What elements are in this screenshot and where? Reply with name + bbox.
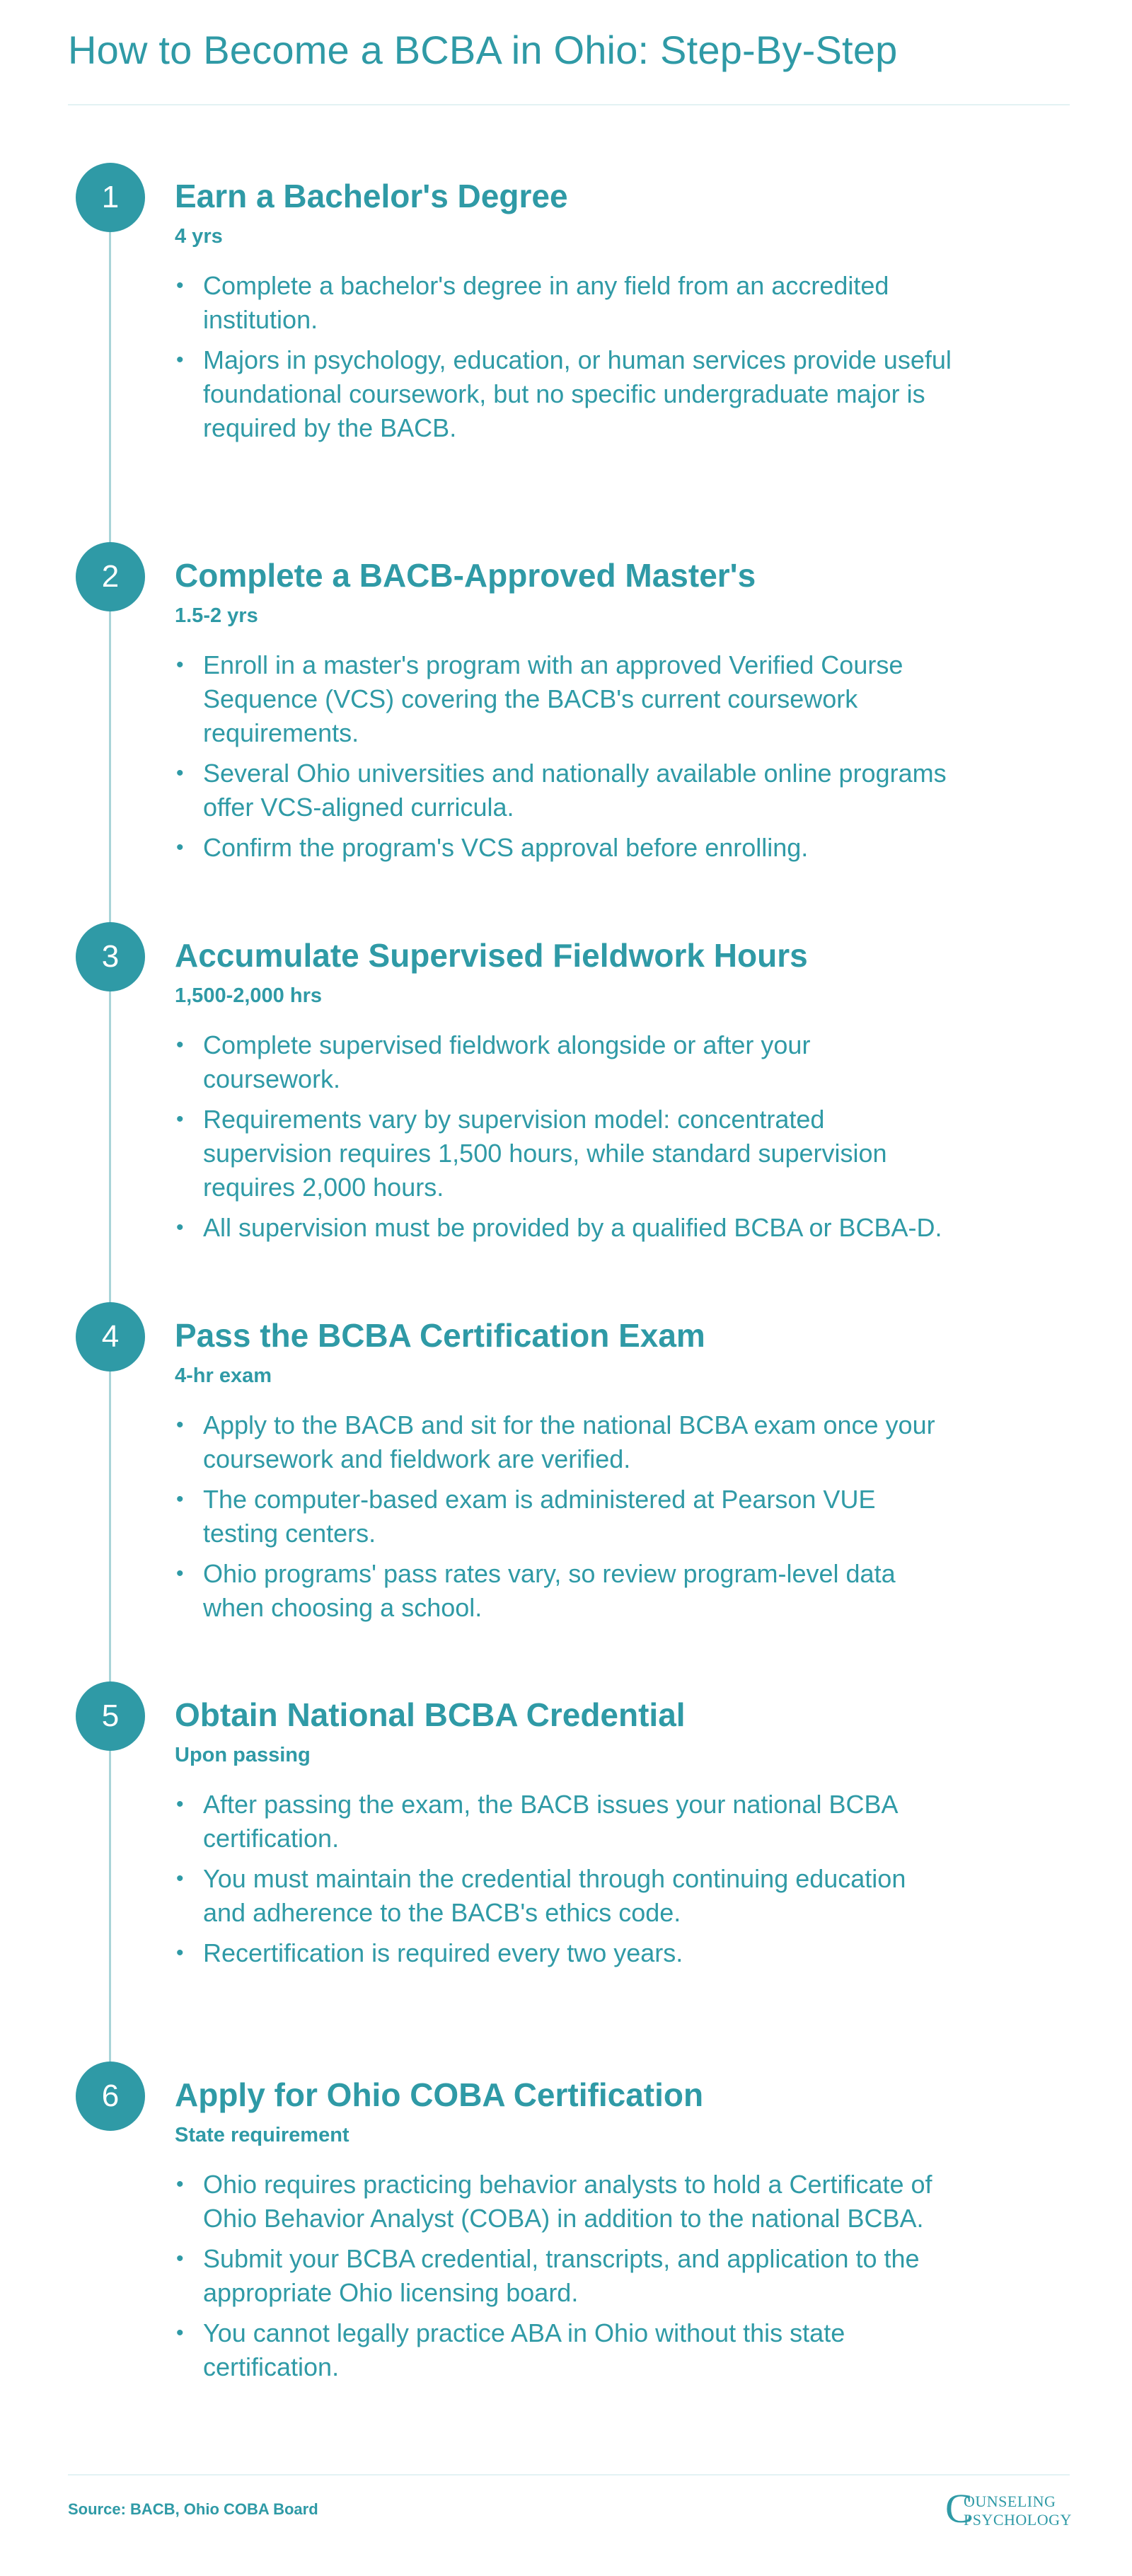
list-item (175, 757, 953, 824)
step-duration: 4-hr exam (175, 1364, 272, 1387)
step-number-circle: 6 (76, 2062, 145, 2131)
footer-divider (68, 2474, 1070, 2476)
step-number-circle: 4 (76, 1302, 145, 1372)
list-item (175, 2242, 953, 2310)
step-bullet-list (175, 2168, 953, 2391)
list-item (175, 1103, 953, 1204)
bullet-dot-icon: • (176, 1793, 184, 1816)
header-divider (68, 104, 1070, 105)
bullet-dot-icon: • (176, 1562, 184, 1585)
bullet-text: Complete supervised fieldwork alongside or after your coursework. (203, 1030, 811, 1093)
bullet-dot-icon: • (176, 761, 184, 785)
step-title: Obtain National BCBA Credential (175, 1696, 686, 1733)
bullet-dot-icon: • (176, 836, 184, 859)
step-number-circle: 2 (76, 542, 145, 611)
list-item (175, 1862, 953, 1930)
step-bullet-list (175, 1408, 953, 1631)
list-item (175, 1408, 953, 1476)
bullet-text: Apply to the BACB and sit for the national BCBA exam once your coursework and fieldwork are verified. (203, 1410, 935, 1473)
bullet-text: All supervision must be provided by a qualified BCBA or BCBA-D. (203, 1213, 942, 1242)
list-item (175, 1557, 953, 1625)
list-item (175, 1211, 953, 1245)
bullet-dot-icon: • (176, 1108, 184, 1131)
bullet-text: Several Ohio universities and nationally available online programs offer VCS-aligned curricula. (203, 759, 947, 822)
timeline-line (109, 198, 111, 2116)
bullet-text: You must maintain the credential through continuing education and adherence to the BACB's ethics code. (203, 1864, 906, 1927)
bullet-dot-icon: • (176, 1033, 184, 1057)
bullet-dot-icon: • (176, 1216, 184, 1239)
bullet-text: The computer-based exam is administered at Pearson VUE testing centers. (203, 1485, 876, 1548)
step-bullet-list (175, 1028, 953, 1251)
list-item (175, 648, 953, 750)
step-number-circle: 3 (76, 922, 145, 991)
bullet-dot-icon: • (176, 1941, 184, 1965)
bullet-dot-icon: • (176, 2321, 184, 2345)
step-bullet-list (175, 1788, 953, 1977)
logo-mark: C (945, 2485, 973, 2531)
bullet-text: Requirements vary by supervision model: concentrated supervision requires 1,500 hours, while standard supervision requires 2,000 hours. (203, 1105, 887, 1202)
list-item (175, 1788, 953, 1856)
list-item (175, 1936, 953, 1970)
bullet-text: Ohio programs' pass rates vary, so review program-level data when choosing a school. (203, 1559, 896, 1622)
bullet-text: Recertification is required every two years. (203, 1938, 683, 1967)
step-bullet-list (175, 269, 953, 452)
bullet-dot-icon: • (176, 274, 184, 297)
step-duration: 4 yrs (175, 225, 223, 248)
logo-text-line1: OUNSELING (964, 2492, 1056, 2510)
bullet-text: You cannot legally practice ABA in Ohio without this state certification. (203, 2318, 845, 2381)
bullet-text: Enroll in a master's program with an approved Verified Course Sequence (VCS) covering the BACB's current coursework requirements. (203, 650, 903, 747)
logo-text-line2: PSYCHOLOGY (964, 2511, 1072, 2529)
bullet-text: Confirm the program's VCS approval before enrolling. (203, 833, 809, 862)
step-duration: Upon passing (175, 1744, 311, 1766)
step-number-circle: 1 (76, 163, 145, 232)
list-item (175, 269, 953, 337)
step-duration: 1,500-2,000 hrs (175, 984, 322, 1007)
step-bullet-list (175, 648, 953, 871)
step-title: Pass the BCBA Certification Exam (175, 1317, 705, 1354)
list-item (175, 1028, 953, 1096)
page-title: How to Become a BCBA in Ohio: Step-By-Step (68, 28, 898, 72)
bullet-dot-icon: • (176, 1413, 184, 1437)
step-duration: State requirement (175, 2124, 350, 2146)
step-title: Complete a BACB-Approved Master's (175, 557, 756, 594)
bullet-dot-icon: • (176, 2247, 184, 2270)
bullet-text: After passing the exam, the BACB issues your national BCBA certification. (203, 1790, 897, 1853)
bullet-dot-icon: • (176, 1488, 184, 1511)
bullet-text: Submit your BCBA credential, transcripts, and application to the appropriate Ohio licensing board. (203, 2244, 920, 2307)
step-title: Apply for Ohio COBA Certification (175, 2076, 704, 2113)
bullet-text: Majors in psychology, education, or human services provide useful foundational coursework, but no specific undergraduate major is required by the BACB. (203, 345, 952, 442)
list-item (175, 343, 953, 445)
step-number-circle: 5 (76, 1681, 145, 1751)
bullet-dot-icon: • (176, 2173, 184, 2196)
step-title: Accumulate Supervised Fieldwork Hours (175, 937, 808, 974)
bullet-dot-icon: • (176, 653, 184, 677)
list-item (175, 2316, 953, 2384)
step-duration: 1.5-2 yrs (175, 604, 258, 627)
step-title: Earn a Bachelor's Degree (175, 178, 568, 214)
list-item (175, 2168, 953, 2236)
list-item (175, 1483, 953, 1551)
bullet-dot-icon: • (176, 1867, 184, 1890)
counseling-psychology-logo (945, 2485, 1073, 2535)
source-note: Source: BACB, Ohio COBA Board (68, 2500, 318, 2518)
list-item (175, 831, 953, 865)
bullet-text: Complete a bachelor's degree in any field from an accredited institution. (203, 271, 889, 334)
bullet-dot-icon: • (176, 348, 184, 372)
bullet-text: Ohio requires practicing behavior analysts to hold a Certificate of Ohio Behavior Analyst (COBA) in addition to the national BCBA. (203, 2170, 932, 2233)
